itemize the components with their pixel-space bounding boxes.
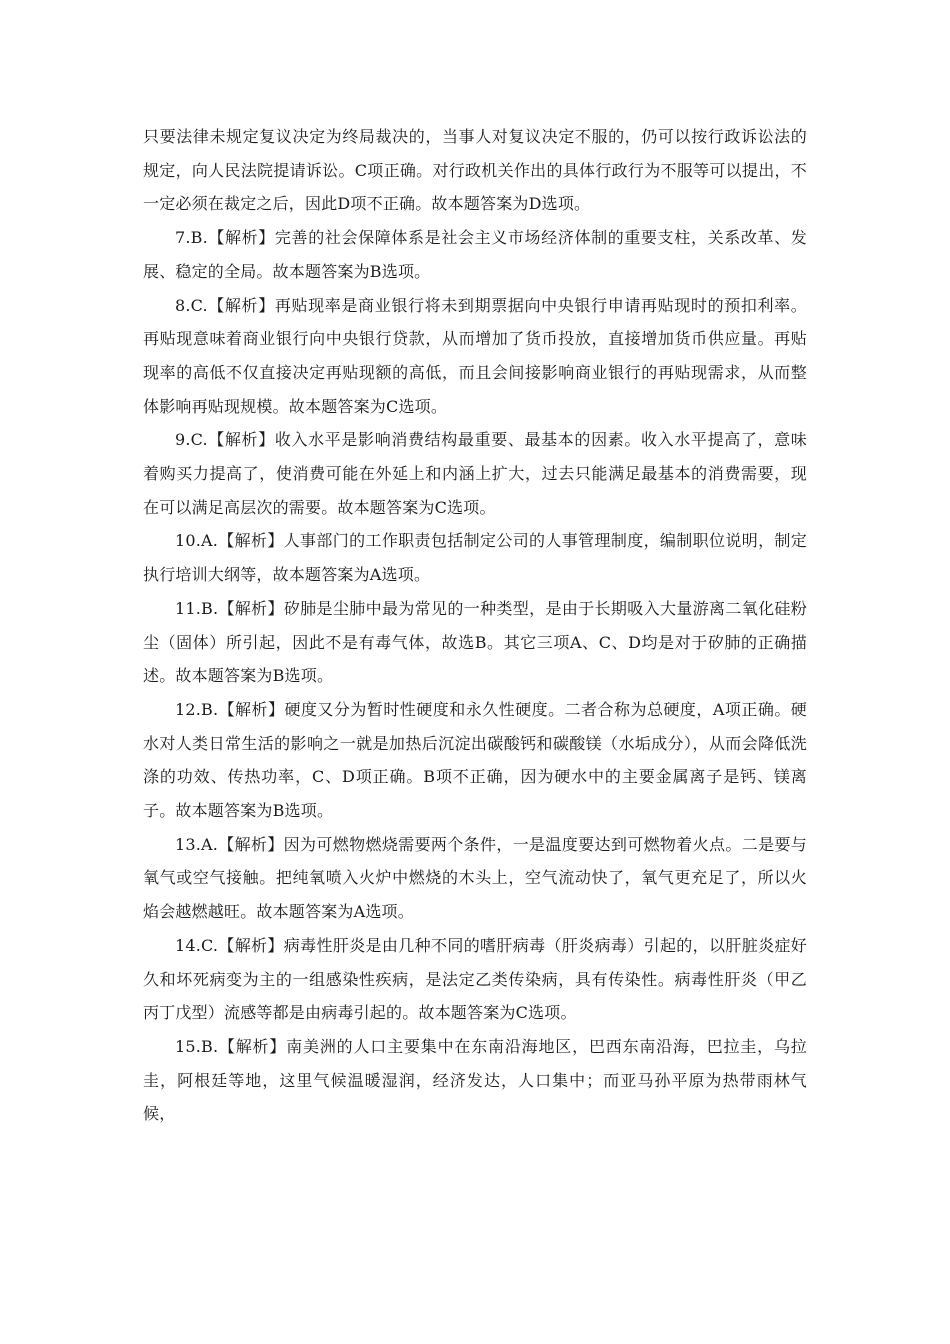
document-body <box>143 120 807 1131</box>
paragraph-answer-13: 13.A.【解析】因为可燃物燃烧需要两个条件，一是温度要达到可燃物着火点。二是要与氧气或空气接触。把纯氧喷入火炉中燃烧的木头上，空气流动快了，氧气更充足了，所以火焰会越燃越旺。故本题答案为A选项。 <box>143 834 807 922</box>
paragraph-answer-10: 10.A.【解析】人事部门的工作职责包括制定公司的人事管理制度，编制职位说明，制定执行培训大纲等，故本题答案为A选项。 <box>143 531 807 585</box>
paragraph-answer-15: 15.B.【解析】南美洲的人口主要集中在东南沿海地区，巴西东南沿海，巴拉圭，乌拉圭，阿根廷等地，这里气候温暖湿润，经济发达，人口集中；而亚马孙平原为热带雨林气候， <box>143 1036 807 1124</box>
paragraph-answer-7: 7.B.【解析】完善的社会保障体系是社会主义市场经济体制的重要支柱，关系改革、发展、稳定的全局。故本题答案为B选项。 <box>143 228 807 281</box>
paragraph-answer-9: 9.C.【解析】收入水平是影响消费结构最重要、最基本的因素。收入水平提高了，意味着购买力提高了，使消费可能在外延上和内涵上扩大，过去只能满足最基本的消费需要，现在可以满足高层次的需要。故本题答案为C选项。 <box>143 430 807 517</box>
paragraph-continuation-6: 只要法律未规定复议决定为终局裁决的，当事人对复议决定不服的，仍可以按行政诉讼法的规定，向人民法院提请诉讼。C项正确。对行政机关作出的具体行政行为不服等可以提出，不一定必须在裁定之后，因此D项不正确。故本题答案为D选项。 <box>143 127 807 214</box>
paragraph-answer-8: 8.C.【解析】再贴现率是商业银行将未到期票据向中央银行申请再贴现时的预扣利率。再贴现意味着商业银行向中央银行贷款，从而增加了货币投放，直接增加货币供应量。再贴现率的高低不仅直接决定再贴现额的高低，而且会间接影响商业银行的再贴现需求，从而整体影响再贴现规模。故本题答案为C选项。 <box>143 295 807 416</box>
paragraph-answer-12: 12.B.【解析】硬度又分为暂时性硬度和永久性硬度。二者合称为总硬度，A项正确。硬水对人类日常生活的影响之一就是加热后沉淀出碳酸钙和碳酸镁（水垢成分），从而会降低洗涤的功效、传热功率，C、D项正确。B项不正确，因为硬水中的主要金属离子是钙、镁离子。故本题答案为B选项。 <box>143 699 807 821</box>
paragraph-answer-11: 11.B.【解析】矽肺是尘肺中最为常见的一种类型，是由于长期吸入大量游离二氧化硅粉尘（固体）所引起，因此不是有毒气体，故选B。其它三项A、C、D均是对于矽肺的正确描述。故本题答案为B选项。 <box>143 598 807 686</box>
paragraph-answer-14: 14.C.【解析】病毒性肝炎是由几种不同的嗜肝病毒（肝炎病毒）引起的，以肝脏炎症好久和坏死病变为主的一组感染性疾病，是法定乙类传染病，具有传染性。病毒性肝炎（甲乙丙丁戊型）流感等都是由病毒引起的。故本题答案为C选项。 <box>143 935 807 1023</box>
